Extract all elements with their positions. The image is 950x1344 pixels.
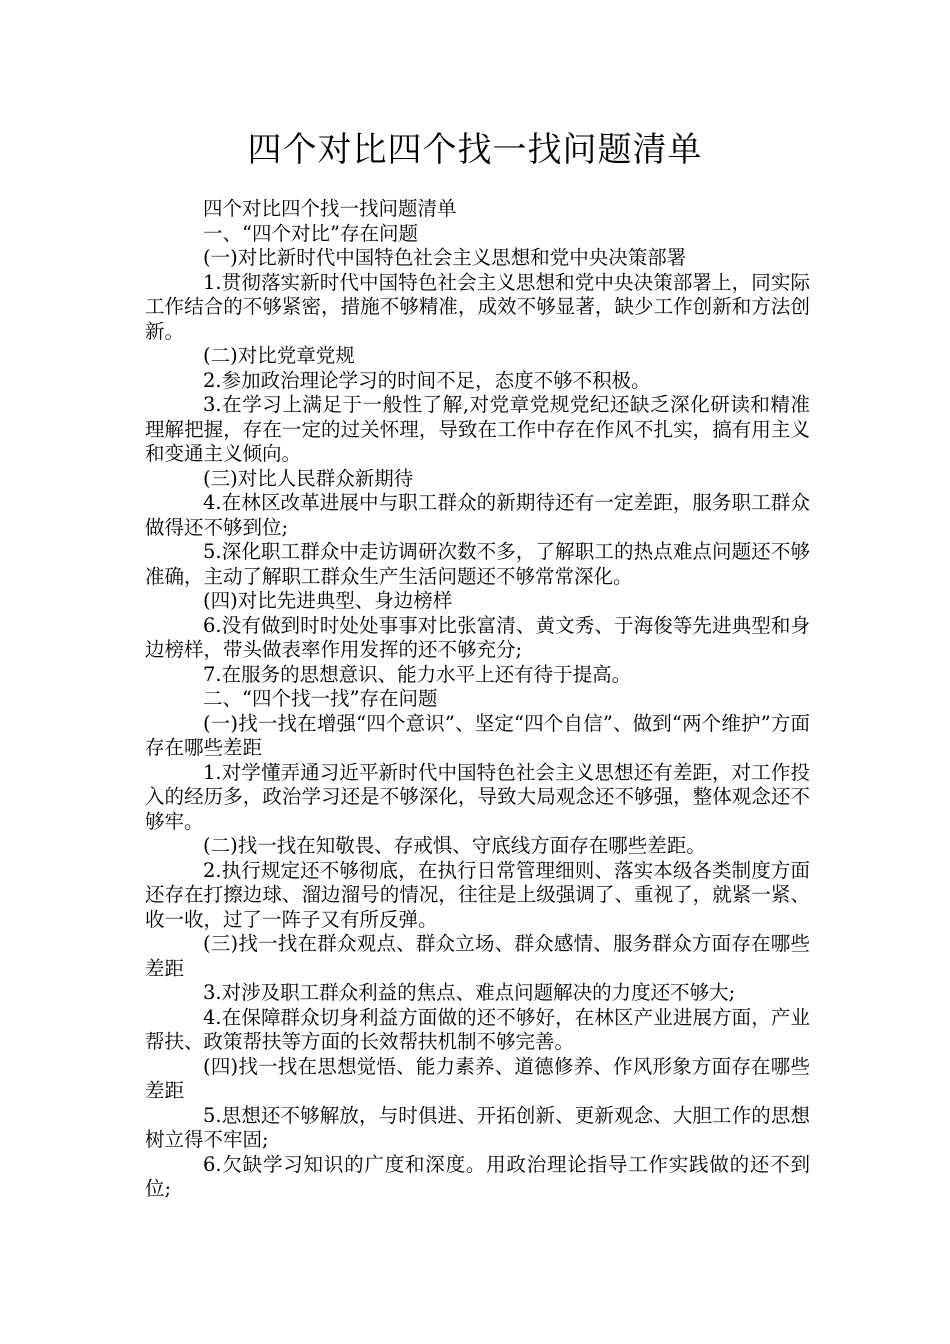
subsection-heading-2: (二)对比党章党规 xyxy=(203,344,355,367)
document-body xyxy=(145,197,810,1202)
section-heading-four-findings: 二、“四个找一找”存在问题 xyxy=(203,687,438,710)
subsection-heading-3: (三)对比人民群众新期待 xyxy=(203,466,414,490)
subsection-heading-4: (四)对比先进典型、身边榜样 xyxy=(203,589,453,612)
paragraph-item: 1.贯彻落实新时代中国特色社会主义思想和党中央决策部署上，同实际工作结合的不够紧密，措施不够精准，成效不够显著，缺少工作创新和方法创新。 xyxy=(145,270,810,343)
subsection-heading-3: (三)找一找在群众观点、群众立场、群众感情、服务群众方面存在哪些差距 xyxy=(145,932,810,980)
paragraph-item: 5.深化职工群众中走访调研次数不多，了解职工的热点难点问题还不够准确，主动了解职工群众生产生活问题还不够常常深化。 xyxy=(145,540,810,588)
document-title: 四个对比四个找一找问题清单 xyxy=(247,130,703,170)
paragraph-item: 3.在学习上满足于一般性了解,对党章党规党纪还缺乏深化研读和精准理解把握，存在一定的过关怀理，导致在工作中存在作风不扎实，搞有用主义和变通主义倾向。 xyxy=(145,393,810,465)
paragraph-item: 6.没有做到时时处处事事对比张富清、黄文秀、于海俊等先进典型和身边榜样，带头做表率作用发挥的还不够充分; xyxy=(145,613,810,661)
paragraph-item: 4.在林区改革进展中与职工群众的新期待还有一定差距，服务职工群众做得还不够到位; xyxy=(145,491,810,539)
paragraph-subtitle: 四个对比四个找一找问题清单 xyxy=(203,197,457,220)
paragraph-item: 2.执行规定还不够彻底，在执行日常管理细则、落实本级各类制度方面还存在打擦边球、溜边溜号的情况，往往是上级强调了、重视了，就紧一紧、收一收，过了一阵子又有所反弹。 xyxy=(145,858,810,931)
paragraph-item: 3.对涉及职工群众利益的焦点、难点问题解决的力度还不够大; xyxy=(203,981,736,1004)
paragraph-item: 4.在保障群众切身利益方面做的还不够好，在林区产业进展方面，产业帮扶、政策帮扶等方面的长效帮扶机制不够完善。 xyxy=(145,1005,810,1053)
paragraph-item: 2.参加政治理论学习的时间不足，态度不够不积极。 xyxy=(203,368,651,392)
paragraph-item: 5.思想还不够解放，与时俱进、开拓创新、更新观念、大胆工作的思想树立得不牢固; xyxy=(145,1103,810,1151)
subsection-heading-4: (四)找一找在思想觉悟、能力素养、道德修养、作风形象方面存在哪些差距 xyxy=(145,1054,810,1102)
subsection-heading-1: (一)对比新时代中国特色社会主义思想和党中央决策部署 xyxy=(203,246,687,269)
paragraph-item: 1.对学懂弄通习近平新时代中国特色社会主义思想还有差距，对工作投入的经历多，政治学习还是不够深化，导致大局观念还不够强，整体观念还不够牢。 xyxy=(145,760,810,833)
paragraph-item: 6.欠缺学习知识的广度和深度。用政治理论指导工作实践做的还不到位; xyxy=(145,1152,810,1200)
paragraph-item: 7.在服务的思想意识、能力水平上还有待于提高。 xyxy=(203,662,632,686)
section-heading-four-comparisons: 一、“四个对比”存在问题 xyxy=(203,221,418,245)
subsection-heading-1: (一)找一找在增强“四个意识”、坚定“四个自信”、做到“两个维护”方面存在哪些差距 xyxy=(145,711,810,759)
subsection-heading-2: (二)找一找在知敬畏、存戒惧、守底线方面存在哪些差距。 xyxy=(203,834,706,857)
